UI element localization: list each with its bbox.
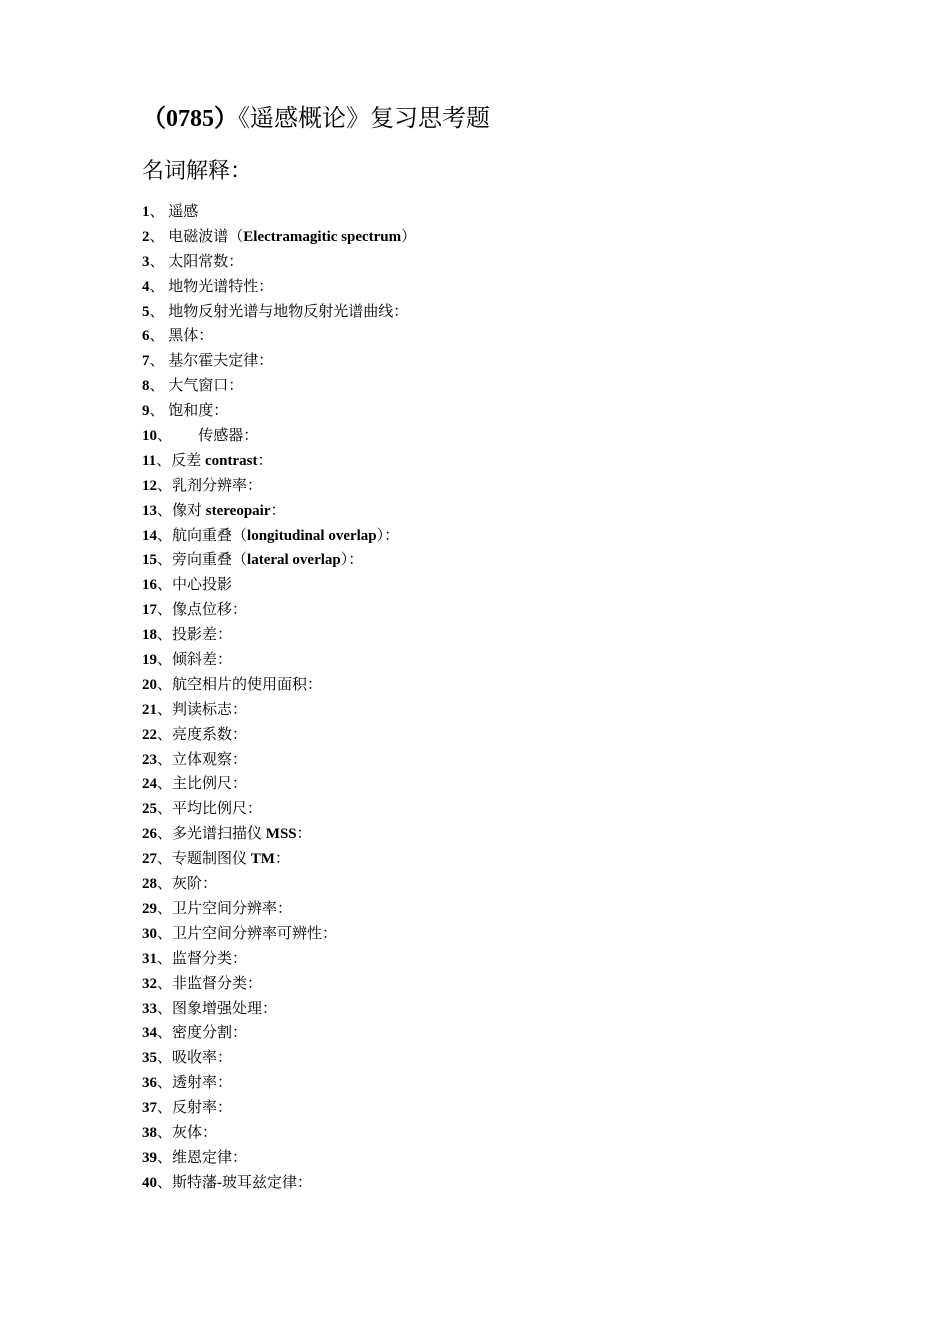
term-number: 24 — [142, 776, 157, 793]
list-item — [142, 947, 416, 972]
term-text: 黑体： — [168, 328, 214, 345]
list-item — [142, 797, 416, 822]
term-separator: 、 — [157, 602, 173, 619]
term-number: 23 — [142, 751, 157, 768]
term-text: 乳剂分辨率： — [172, 477, 263, 494]
term-number: 17 — [142, 602, 157, 619]
list-item — [142, 623, 416, 648]
term-text: 吸收率： — [172, 1050, 233, 1067]
term-separator: 、 — [157, 502, 173, 519]
term-text: 斯特藩 — [172, 1174, 218, 1191]
list-item — [142, 1046, 416, 1071]
list-item — [142, 449, 416, 474]
term-number: 30 — [142, 925, 157, 942]
term-separator: 、 — [157, 552, 173, 569]
list-item — [142, 748, 416, 773]
term-english: Electramagitic spectrum — [243, 228, 402, 245]
term-separator: 、 — [157, 876, 173, 893]
term-text: 中心投影 — [172, 577, 233, 594]
list-item — [142, 275, 416, 300]
term-separator: 、 — [157, 428, 173, 445]
term-number: 35 — [142, 1050, 157, 1067]
term-separator: 、 — [156, 452, 172, 469]
term-number: 19 — [142, 652, 157, 669]
list-item — [142, 997, 416, 1022]
list-item — [142, 1146, 416, 1171]
course-code: （0785） — [142, 106, 238, 132]
term-text: 亮度系数： — [172, 726, 248, 743]
term-number: 40 — [142, 1174, 157, 1191]
term-text: 倾斜差： — [172, 652, 233, 669]
term-english: MSS — [265, 826, 297, 843]
term-text: 反差 — [171, 452, 205, 469]
term-number: 4 — [142, 278, 150, 295]
term-text: 像点位移： — [172, 602, 248, 619]
term-text: 密度分割： — [172, 1025, 248, 1042]
term-separator: 、 — [149, 204, 165, 220]
term-number: 38 — [142, 1124, 157, 1141]
term-tail: ） — [401, 228, 417, 245]
list-item — [142, 847, 416, 872]
term-number: 9 — [142, 403, 150, 420]
term-separator: 、 — [157, 527, 173, 544]
term-number: 5 — [142, 303, 150, 320]
list-item — [142, 1171, 416, 1196]
term-english: - — [217, 1174, 223, 1191]
term-number: 7 — [142, 353, 150, 370]
term-tail: ： — [270, 502, 286, 519]
term-number: 31 — [142, 950, 157, 967]
term-text: 卫片空间分辨率： — [172, 900, 293, 917]
term-tail: ： — [296, 826, 312, 843]
term-separator: 、 — [149, 253, 165, 270]
term-text: 地物反射光谱与地物反射光谱曲线： — [168, 303, 409, 320]
list-item — [142, 200, 416, 225]
term-text: 图象增强处理： — [172, 1000, 278, 1017]
term-separator: 、 — [157, 577, 173, 594]
term-text: 平均比例尺： — [172, 801, 263, 818]
term-text: 航空相片的使用面积： — [172, 676, 323, 693]
term-list — [142, 200, 416, 1196]
list-item — [142, 573, 416, 598]
term-gap — [172, 428, 198, 444]
term-text: 立体观察： — [172, 751, 248, 768]
list-item — [142, 300, 416, 325]
term-number: 15 — [142, 552, 157, 569]
term-separator: 、 — [157, 851, 173, 868]
term-separator: 、 — [157, 1075, 173, 1092]
list-item — [142, 499, 416, 524]
list-item — [142, 922, 416, 947]
term-separator: 、 — [157, 975, 173, 992]
term-separator: 、 — [157, 1124, 173, 1141]
term-number: 18 — [142, 627, 157, 644]
term-separator: 、 — [149, 228, 165, 245]
term-english: longitudinal overlap — [247, 527, 377, 544]
term-number: 3 — [142, 253, 150, 270]
term-number: 10 — [142, 428, 157, 445]
list-item — [142, 424, 416, 449]
term-text: 专题制图仪 — [172, 851, 251, 868]
term-text: 监督分类： — [172, 950, 248, 967]
term-text: 太阳常数： — [168, 253, 244, 270]
list-item — [142, 648, 416, 673]
list-item — [142, 872, 416, 897]
list-item — [142, 1021, 416, 1046]
term-separator: 、 — [157, 925, 173, 942]
term-separator: 、 — [149, 328, 165, 345]
term-text: 主比例尺： — [172, 776, 248, 793]
term-text: 判读标志： — [172, 701, 248, 718]
term-text: 维恩定律： — [172, 1149, 248, 1166]
term-english: stereopair — [205, 502, 271, 519]
term-number: 33 — [142, 1000, 157, 1017]
list-item — [142, 673, 416, 698]
term-separator: 、 — [157, 776, 173, 793]
term-separator: 、 — [157, 627, 173, 644]
term-separator: 、 — [157, 950, 173, 967]
term-separator: 、 — [157, 701, 173, 718]
term-number: 27 — [142, 851, 157, 868]
term-number: 39 — [142, 1149, 157, 1166]
term-number: 26 — [142, 826, 157, 843]
term-number: 21 — [142, 701, 157, 718]
term-text: 电磁波谱（ — [168, 228, 244, 245]
term-separator: 、 — [149, 353, 165, 370]
term-text: 反射率： — [172, 1100, 233, 1117]
list-item — [142, 1121, 416, 1146]
document-title — [142, 101, 490, 137]
term-text: 投影差： — [172, 627, 233, 644]
term-separator: 、 — [157, 726, 173, 743]
list-item — [142, 548, 416, 573]
term-tail: ： — [257, 452, 273, 469]
term-number: 20 — [142, 676, 157, 693]
term-text: 多光谱扫描仪 — [172, 826, 266, 843]
term-number: 6 — [142, 328, 150, 345]
term-tail: ）： — [340, 552, 364, 569]
term-number: 11 — [142, 452, 157, 469]
term-text: 基尔霍夫定律： — [168, 353, 274, 370]
term-separator: 、 — [149, 303, 165, 320]
term-tail: ）： — [376, 527, 400, 544]
term-text: 饱和度： — [168, 403, 229, 420]
term-text: 传感器： — [198, 428, 259, 445]
term-text: 非监督分类： — [172, 975, 263, 992]
term-text: 航向重叠（ — [172, 527, 248, 544]
list-item — [142, 250, 416, 275]
term-text: 灰体： — [172, 1124, 218, 1141]
term-separator: 、 — [149, 378, 165, 395]
term-number: 14 — [142, 527, 157, 544]
term-number: 25 — [142, 801, 157, 818]
term-tail: 玻耳兹定律： — [222, 1174, 313, 1191]
term-number: 37 — [142, 1100, 157, 1117]
term-number: 8 — [142, 378, 150, 395]
list-item — [142, 698, 416, 723]
term-number: 22 — [142, 726, 157, 743]
list-item — [142, 524, 416, 549]
term-english: TM — [250, 851, 275, 868]
term-number: 36 — [142, 1075, 157, 1092]
term-separator: 、 — [157, 1174, 173, 1191]
list-item — [142, 772, 416, 797]
term-text: 地物光谱特性： — [168, 278, 274, 295]
term-text: 卫片空间分辨率可辨性： — [172, 925, 338, 942]
list-item — [142, 399, 416, 424]
list-item — [142, 822, 416, 847]
list-item — [142, 723, 416, 748]
list-item — [142, 374, 416, 399]
list-item — [142, 1096, 416, 1121]
list-item — [142, 324, 416, 349]
term-separator: 、 — [157, 652, 173, 669]
list-item — [142, 474, 416, 499]
term-tail: ： — [274, 851, 290, 868]
term-number: 29 — [142, 900, 157, 917]
term-text: 灰阶： — [172, 876, 218, 893]
section-heading: 名词解释： — [142, 158, 253, 183]
term-separator: 、 — [157, 1025, 173, 1042]
term-separator: 、 — [157, 676, 173, 693]
term-text: 透射率： — [172, 1075, 233, 1092]
term-separator: 、 — [157, 751, 173, 768]
term-text: 像对 — [172, 502, 206, 519]
term-separator: 、 — [149, 278, 165, 295]
term-text: 大气窗口： — [168, 378, 244, 395]
term-separator: 、 — [157, 1050, 173, 1067]
term-separator: 、 — [157, 1149, 173, 1166]
term-separator: 、 — [157, 900, 173, 917]
term-number: 28 — [142, 876, 157, 893]
term-separator: 、 — [157, 1000, 173, 1017]
term-separator: 、 — [149, 403, 165, 420]
term-number: 32 — [142, 975, 157, 992]
list-item — [142, 225, 416, 250]
term-separator: 、 — [157, 801, 173, 818]
term-number: 12 — [142, 477, 157, 494]
list-item — [142, 972, 416, 997]
term-number: 34 — [142, 1025, 157, 1042]
term-text: 旁向重叠（ — [172, 552, 248, 569]
list-item — [142, 349, 416, 374]
term-separator: 、 — [157, 1100, 173, 1117]
term-text: 遥感 — [168, 204, 199, 220]
list-item — [142, 897, 416, 922]
term-number: 2 — [142, 228, 150, 245]
term-english: lateral overlap — [247, 552, 341, 569]
term-separator: 、 — [157, 826, 173, 843]
title-text: 《遥感概论》复习思考题 — [238, 106, 490, 132]
term-number: 1 — [142, 204, 150, 220]
term-number: 16 — [142, 577, 157, 594]
term-english: contrast — [204, 452, 258, 469]
list-item — [142, 1071, 416, 1096]
list-item — [142, 598, 416, 623]
term-number: 13 — [142, 502, 157, 519]
term-separator: 、 — [157, 477, 173, 494]
